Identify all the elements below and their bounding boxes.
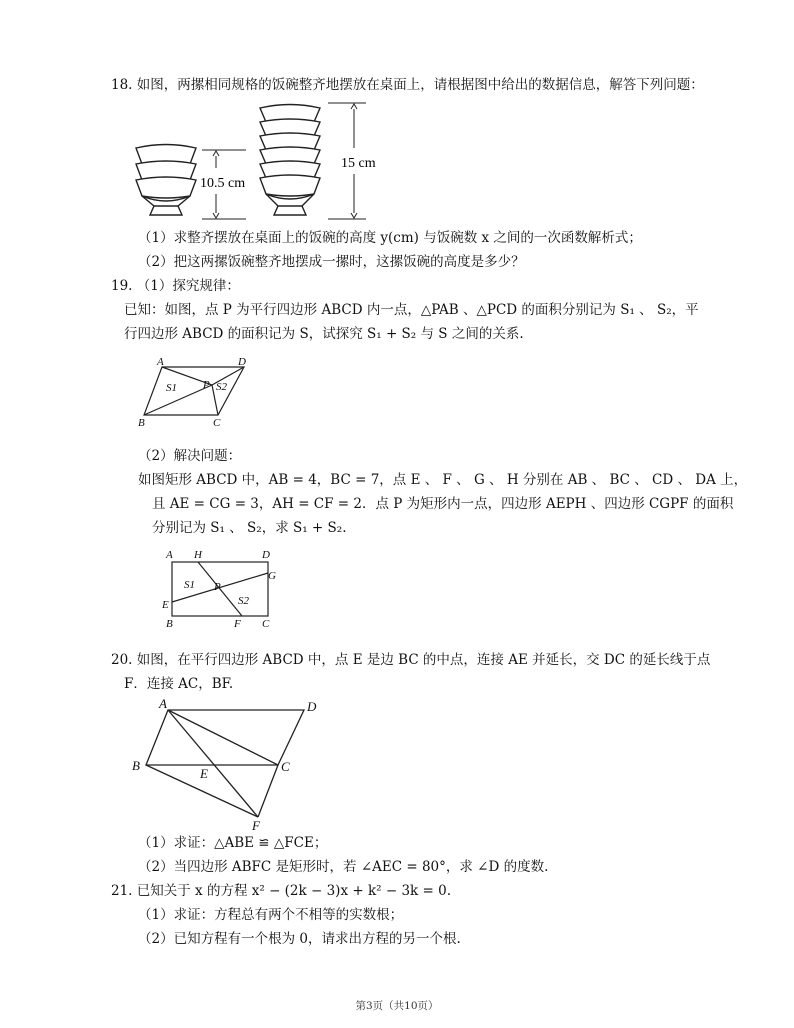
right-height-label: 15 cm bbox=[341, 156, 376, 171]
rectangle-figure bbox=[158, 546, 284, 632]
fig2-label-C: C bbox=[262, 618, 270, 630]
q19-solve-line3: 分别记为 S₁ 、 S₂，求 S₁ + S₂. bbox=[152, 520, 347, 536]
fig2-label-F: F bbox=[234, 618, 241, 630]
parallelogram-figure-q20 bbox=[128, 695, 328, 835]
q21-part2: （2）已知方程有一个根为 0，请求出方程的另一个根. bbox=[138, 931, 461, 947]
q18-part2: （2）把这两摞饭碗整齐地摆成一摞时，这摞饭碗的高度是多少？ bbox=[138, 254, 525, 270]
fig2-label-G: G bbox=[268, 570, 276, 582]
q21-part1: （1）求证：方程总有两个不相等的实数根； bbox=[138, 907, 404, 923]
q20-part2: （2）当四边形 ABFC 是矩形时，若 ∠AEC = 80°，求 ∠D 的度数. bbox=[138, 859, 549, 875]
fig2-label-S1: S1 bbox=[184, 579, 195, 591]
fig3-label-D: D bbox=[307, 699, 317, 714]
fig1-label-C: C bbox=[213, 417, 221, 429]
fig3-label-C: C bbox=[281, 759, 290, 774]
q19-part2-title: （2）解决问题： bbox=[138, 448, 242, 464]
fig1-label-A: A bbox=[157, 356, 164, 368]
fig1-label-B: B bbox=[138, 417, 145, 429]
fig2-label-H: H bbox=[194, 549, 202, 561]
q20-stem-line1: 20. 如图，在平行四边形 ABCD 中，点 E 是边 BC 的中点，连接 AE 并延长，交 DC 的延长线于点 bbox=[111, 652, 711, 668]
bowls-figure bbox=[128, 98, 388, 224]
fig2-label-D: D bbox=[262, 549, 270, 561]
q19-solve-line1: 如图矩形 ABCD 中，AB = 4，BC = 7，点 E 、 F 、 G 、 H 分别在 AB 、 BC 、 CD 、 DA 上， bbox=[138, 472, 748, 488]
fig1-label-S2: S2 bbox=[216, 381, 227, 393]
fig3-label-F: F bbox=[252, 818, 260, 833]
q19-known-line1: 已知：如图，点 P 为平行四边形 ABCD 内一点，△PAB 、△PCD 的面积分别记为 S₁ 、 S₂，平 bbox=[124, 302, 699, 318]
q19-solve-line2: 且 AE = CG = 3，AH = CF = 2．点 P 为矩形内一点，四边形 AEPH 、四边形 CGPF 的面积 bbox=[152, 496, 734, 512]
left-height-label: 10.5 cm bbox=[200, 176, 246, 191]
q19-stem: 19. （1）探究规律： bbox=[111, 278, 240, 294]
fig1-label-S1: S1 bbox=[166, 382, 177, 394]
page-footer: 第3页（共10页） bbox=[355, 1000, 439, 1012]
q20-part1: （1）求证：△ABE ≌ △FCE； bbox=[138, 835, 328, 851]
fig2-label-B: B bbox=[166, 618, 173, 630]
q20-stem-line2: F．连接 AC，BF. bbox=[124, 676, 234, 692]
q18-part1: （1）求整齐摆放在桌面上的饭碗的高度 y(cm) 与饭碗数 x 之间的一次函数解析式； bbox=[138, 230, 642, 246]
q21-stem: 21. 已知关于 x 的方程 x² − (2k − 3)x + k² − 3k = 0. bbox=[111, 883, 451, 899]
fig3-label-B: B bbox=[132, 758, 140, 773]
fig3-label-E: E bbox=[200, 766, 208, 781]
fig2-label-P: P bbox=[214, 581, 221, 593]
q19-known-line2: 行四边形 ABCD 的面积记为 S，试探究 S₁ + S₂ 与 S 之间的关系. bbox=[124, 326, 524, 342]
fig3-label-A: A bbox=[159, 696, 167, 711]
fig1-label-P: P bbox=[203, 379, 210, 391]
fig2-label-S2: S2 bbox=[238, 595, 249, 607]
parallelogram-figure bbox=[136, 355, 266, 430]
fig2-label-A: A bbox=[166, 549, 173, 561]
fig2-label-E: E bbox=[162, 599, 169, 611]
fig1-label-D: D bbox=[238, 356, 246, 368]
q18-stem: 18. 如图，两摞相同规格的饭碗整齐地摆放在桌面上，请根据图中给出的数据信息，解答下列问题： bbox=[111, 77, 704, 93]
